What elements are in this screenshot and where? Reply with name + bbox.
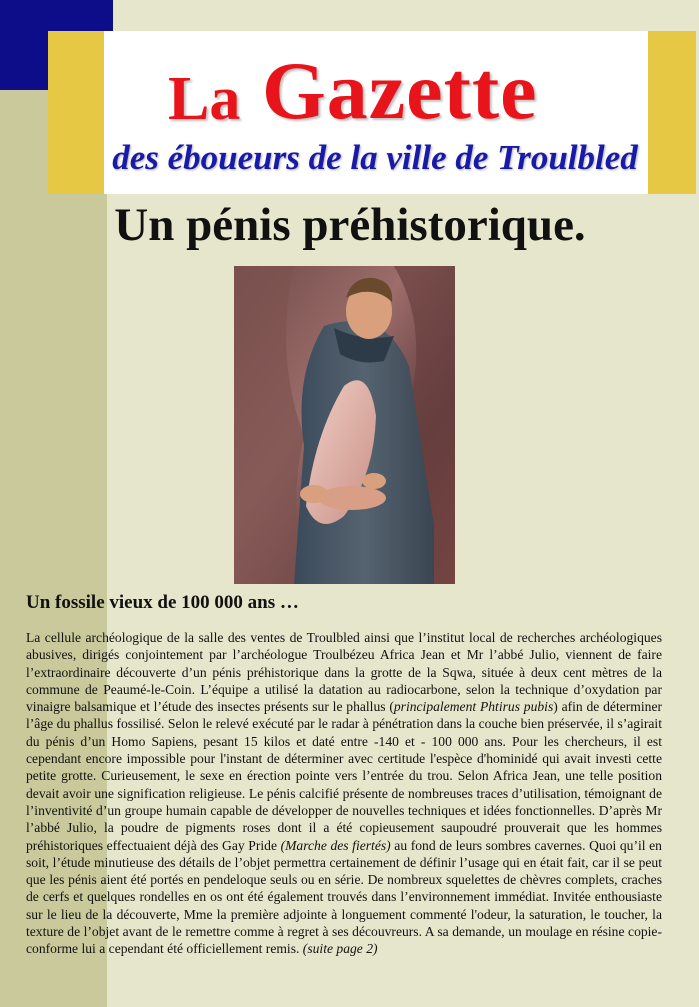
masthead-subtitle: des éboueurs de la ville de Troulbled (112, 138, 638, 177)
body-part-3: au fond de leurs sombres cavernes. Quoi qu’il en soit, l’étude minutieuse des détails de l’objet permettra certainement de définir l’usage qui en était fait, car il se peut que les pénis aient été portés en pendeloque seuls ou en série. De nombreux squelettes de chèvres complets, craches de cerfs et quelques rondelles en os ont été également trouvés dans l’environnement immédiat. Invitée enthousiaste sur le lieu de la découverte, Mme la première adjointe à longuement commenté l'odeur, la saturation, le toucher, la texture de l’objet avant de le remettre comme à regret à ses découvreurs. A sa demande, un moulage en résine copie-conforme lui a cependant été officiellement remis. (26, 837, 662, 957)
article-body (26, 629, 662, 958)
body-italic-2: (Marche des fiertés) (280, 837, 391, 853)
body-italic-1: principalement Phtirus pubis (393, 699, 554, 715)
headline: Un pénis préhistorique. (114, 199, 586, 251)
article-subhead: Un fossile vieux de 100 000 ans … (26, 592, 299, 613)
masthead-la: La (168, 65, 241, 133)
continued-link: (suite page 2) (302, 941, 378, 957)
article-photo (234, 266, 455, 584)
body-part-2: ) afin de déterminer l’âge du phallus fossilisé. Selon le relevé exécuté par le radar à pénétration dans la couche bien préservée, il s’agirait du pénis d’un Homo Sapiens, pesant 15 kilos et daté entre -140 et - 100 000 ans. Pour les chercheurs, il est cependant encore impossible pour l'instant de déterminer avec certitude l'espèce d'hominidé qui avait investi cette petite grotte. Curieusement, le sexe en érection pointe vers l’entrée du trou. Selon Africa Jean, une telle position devait avoir une signification religieuse. Le pénis calcifié présente de nombreuses traces d’utilisation, témoignant de l’inventivité d’un groupe humain capable de développer de nouvelles techniques et idées fonctionnelles. D’après Mr l’abbé Julio, la poudre de pigments roses dont il a été copieusement saupoudré prouverait que les hommes préhistoriques effectuaient déjà des Gay Pride (26, 699, 662, 853)
body-part-1: La cellule archéologique de la salle des ventes de Troulbled ainsi que l’institut local de recherches archéologiques abusives, dirigés conjointement par l’archéologue Troulbézeu Africa Jean et Mr l’abbé Julio, viennent de faire l’extraordinaire découverte d’un pénis préhistorique dans la grotte de la Sqwa, située à deux cent mètres de la commune de Peaumé-le-Coin. L’équipe a utilisé la datation au radiocarbone, selon la technique d’oxydation par vinaigre balsamique et l’étude des insectes présents sur le phallus ( (26, 630, 662, 715)
masthead-gazette: Gazette (262, 45, 538, 136)
